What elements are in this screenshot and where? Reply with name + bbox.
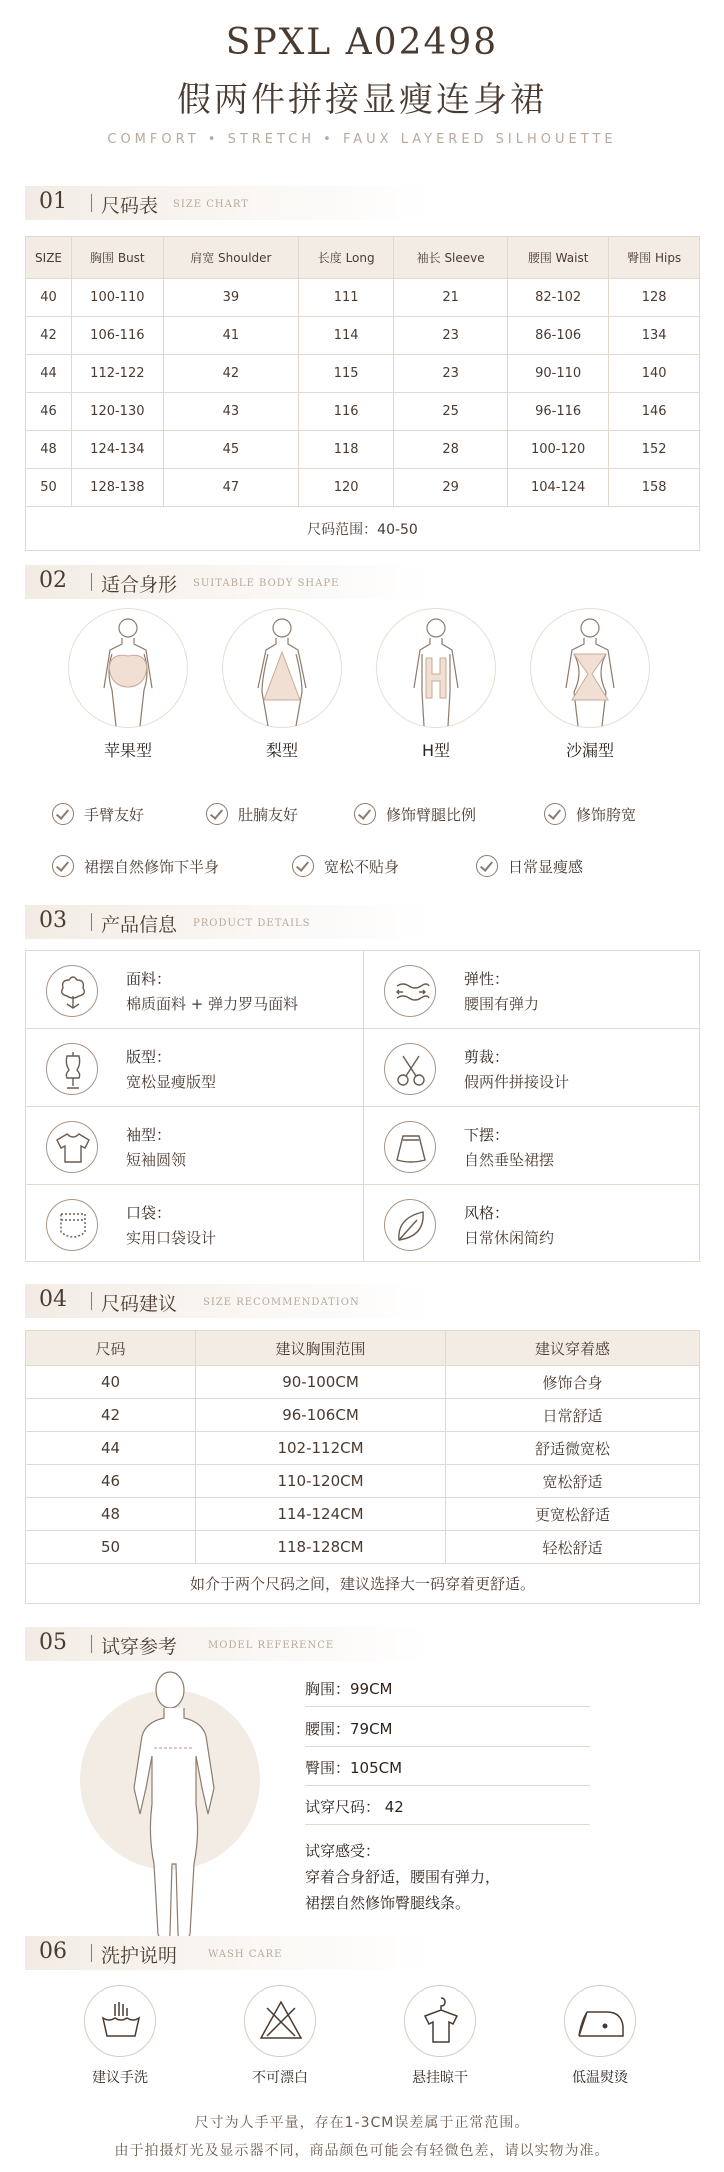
detail-fit (26, 1029, 363, 1107)
hand-wash-icon (84, 1985, 156, 2057)
h-shape-icon (376, 608, 496, 728)
table-cell: 120-130 (72, 393, 164, 431)
table-cell: 50 (26, 469, 72, 507)
table-row (26, 469, 700, 507)
table-cell: 40 (26, 279, 72, 317)
feature-text: 宽松不贴身 (324, 857, 400, 876)
section-title: 洗护说明 (101, 1945, 178, 1967)
detail-value: 宽松显瘦版型 (126, 1073, 217, 1091)
section-header-product-details (25, 905, 700, 939)
col-header-bust: 胸围 Bust (72, 237, 164, 279)
check-icon (52, 855, 74, 877)
scissors-icon (384, 1043, 436, 1095)
table-cell: 25 (394, 393, 508, 431)
no-bleach-icon (244, 1985, 316, 2057)
detail-fabric (26, 951, 363, 1029)
feature-item (476, 853, 583, 879)
check-icon (292, 855, 314, 877)
care-no-bleach (225, 1985, 335, 2087)
table-cell: 90-100CM (196, 1366, 446, 1399)
detail-title: 口袋： (126, 1204, 172, 1222)
section-header-wash-care (25, 1936, 700, 1970)
section-title: 适合身形 (101, 574, 178, 596)
body-shape-label: 沙漏型 (565, 741, 614, 760)
model-feeling-title: 试穿感受： (305, 1842, 381, 1860)
table-row (26, 393, 700, 431)
body-shape-pear (222, 608, 342, 761)
table-cell: 96-116 (507, 393, 608, 431)
care-label: 不可漂白 (252, 2070, 308, 2086)
section-number: 04 (39, 1287, 67, 1312)
row-divider (305, 1746, 590, 1747)
table-cell: 120 (299, 469, 394, 507)
body-shape-label: 苹果型 (103, 741, 152, 760)
row-divider (305, 1824, 590, 1825)
section-number: 01 (39, 189, 67, 214)
table-cell: 修饰合身 (446, 1366, 700, 1399)
footer-note: 由于拍摄灯光及显示器不同，商品颜色可能会有轻微色差，请以实物为准。 (114, 2143, 610, 2159)
model-size: 试穿尺码： 42 (305, 1798, 404, 1816)
check-icon (476, 855, 498, 877)
section-subtitle: SIZE RECOMMENDATION (203, 1297, 360, 1308)
table-cell: 23 (394, 355, 508, 393)
table-cell: 124-134 (72, 431, 164, 469)
table-cell: 114 (299, 317, 394, 355)
col-header-hips: 臀围 Hips (609, 237, 700, 279)
table-cell: 106-116 (72, 317, 164, 355)
body-shape-hourglass (530, 608, 650, 761)
table-header-row (26, 237, 700, 279)
table-cell: 50 (26, 1531, 196, 1564)
model-number: SPXL A02498 (225, 22, 499, 63)
table-cell: 116 (299, 393, 394, 431)
section-subtitle: WASH CARE (208, 1949, 283, 1960)
size-range: 尺码范围：40-50 (26, 507, 700, 551)
check-icon (52, 803, 74, 825)
care-hang-dry (385, 1985, 495, 2087)
table-row (26, 1366, 700, 1399)
table-cell: 40 (26, 1366, 196, 1399)
table-cell: 48 (26, 431, 72, 469)
table-cell: 轻松舒适 (446, 1531, 700, 1564)
col-header-shoulder: 肩宽 Shoulder (163, 237, 298, 279)
table-row (26, 1465, 700, 1498)
detail-value: 自然垂坠裙摆 (464, 1151, 555, 1169)
detail-style (364, 1185, 701, 1263)
care-label: 悬挂晾干 (412, 2070, 468, 2086)
table-cell: 21 (394, 279, 508, 317)
stretch-icon (384, 965, 436, 1017)
product-details-grid (25, 950, 700, 1262)
detail-title: 袖型： (126, 1126, 172, 1144)
body-shape-apple (68, 608, 188, 761)
table-cell: 宽松舒适 (446, 1465, 700, 1498)
table-cell: 128-138 (72, 469, 164, 507)
section-divider (91, 1944, 92, 1962)
feature-item (52, 853, 219, 879)
col-header-waist: 腰围 Waist (507, 237, 608, 279)
detail-pocket (26, 1185, 363, 1263)
section-divider (91, 573, 92, 591)
section-header-size-recommendation (25, 1284, 700, 1318)
col-header-size: 尺码 (26, 1331, 196, 1366)
table-cell: 146 (609, 393, 700, 431)
col-header-size: SIZE (26, 237, 72, 279)
section-subtitle: SUITABLE BODY SHAPE (193, 578, 340, 589)
detail-value: 腰围有弹力 (464, 995, 540, 1013)
table-cell: 90-110 (507, 355, 608, 393)
table-cell: 42 (26, 1399, 196, 1432)
table-cell: 110-120CM (196, 1465, 446, 1498)
table-cell: 102-112CM (196, 1432, 446, 1465)
care-label: 建议手洗 (92, 2070, 148, 2086)
col-header-long: 长度 Long (299, 237, 394, 279)
col-header-feel: 建议穿着感 (446, 1331, 700, 1366)
care-hand-wash (65, 1985, 175, 2087)
table-cell: 104-124 (507, 469, 608, 507)
detail-title: 面料： (126, 970, 172, 988)
table-cell: 100-120 (507, 431, 608, 469)
detail-title: 版型： (126, 1048, 172, 1066)
care-low-iron (545, 1985, 655, 2087)
feature-item (354, 801, 476, 827)
table-row (26, 1432, 700, 1465)
body-shape-label: H型 (421, 741, 451, 760)
feature-item (52, 801, 144, 827)
table-cell: 48 (26, 1498, 196, 1531)
footer-note: 尺寸为人手平量，存在1-3CM误差属于正常范围。 (194, 2115, 530, 2131)
table-cell: 152 (609, 431, 700, 469)
table-cell: 140 (609, 355, 700, 393)
row-divider (305, 1785, 590, 1786)
detail-title: 剪裁： (464, 1048, 510, 1066)
check-icon (354, 803, 376, 825)
table-row (26, 355, 700, 393)
detail-cut (364, 1029, 701, 1107)
table-cell: 111 (299, 279, 394, 317)
feature-text: 日常显瘦感 (508, 857, 584, 876)
col-header-sleeve: 袖长 Sleeve (394, 237, 508, 279)
detail-value: 假两件拼接设计 (464, 1073, 570, 1091)
feature-text: 肚腩友好 (238, 805, 299, 824)
feature-item (206, 801, 298, 827)
table-header-row (26, 1331, 700, 1366)
section-divider (91, 913, 92, 931)
table-row (26, 1498, 700, 1531)
mannequin-icon (46, 1043, 98, 1095)
table-cell: 42 (163, 355, 298, 393)
size-chart-table (25, 236, 700, 551)
table-cell: 45 (163, 431, 298, 469)
table-row (26, 1531, 700, 1564)
detail-value: 棉质面料 + 弹力罗马面料 (126, 995, 299, 1013)
table-cell: 114-124CM (196, 1498, 446, 1531)
low-iron-icon (564, 1985, 636, 2057)
section-header-body-shape (25, 565, 700, 599)
section-divider (91, 1292, 92, 1310)
table-cell: 23 (394, 317, 508, 355)
section-subtitle: PRODUCT DETAILS (193, 918, 311, 929)
detail-hem (364, 1107, 701, 1185)
leaf-icon (384, 1199, 436, 1251)
model-feeling-line: 裙摆自然修饰臀腿线条。 (305, 1894, 471, 1912)
section-header-size-chart (25, 186, 700, 220)
col-header-bust-range: 建议胸围范围 (196, 1331, 446, 1366)
feature-text: 手臂友好 (84, 805, 145, 824)
check-icon (544, 803, 566, 825)
tagline: COMFORT • STRETCH • FAUX LAYERED SILHOUETTE (107, 132, 617, 147)
section-title: 尺码表 (101, 195, 159, 217)
table-cell: 134 (609, 317, 700, 355)
feature-text: 修饰臂腿比例 (386, 805, 477, 824)
care-label: 低温熨烫 (572, 2070, 628, 2086)
detail-stretch (364, 951, 701, 1029)
section-divider (91, 194, 92, 212)
table-cell: 118-128CM (196, 1531, 446, 1564)
feature-item (544, 801, 636, 827)
section-number: 05 (39, 1630, 67, 1655)
table-cell: 96-106CM (196, 1399, 446, 1432)
detail-sleeve (26, 1107, 363, 1185)
table-cell: 28 (394, 431, 508, 469)
table-cell: 115 (299, 355, 394, 393)
feature-text: 裙摆自然修饰下半身 (84, 857, 220, 876)
size-recommendation-table (25, 1330, 700, 1604)
size-range-row (26, 507, 700, 551)
section-title: 尺码建议 (101, 1293, 178, 1315)
body-shape-h (376, 608, 496, 761)
detail-title: 下摆： (464, 1126, 510, 1144)
tshirt-icon (46, 1121, 98, 1173)
section-number: 02 (39, 568, 67, 593)
model-waist: 腰围：79CM (305, 1720, 393, 1738)
table-cell: 29 (394, 469, 508, 507)
detail-value: 日常休闲简约 (464, 1229, 555, 1247)
table-cell: 44 (26, 355, 72, 393)
check-icon (206, 803, 228, 825)
pocket-icon (46, 1199, 98, 1251)
detail-value: 短袖圆领 (126, 1151, 187, 1169)
page-header (0, 0, 724, 180)
table-row (26, 431, 700, 469)
table-cell: 43 (163, 393, 298, 431)
table-cell: 44 (26, 1432, 196, 1465)
table-cell: 128 (609, 279, 700, 317)
page-title: 假两件拼接显瘦连身裙 (177, 80, 547, 120)
table-cell: 100-110 (72, 279, 164, 317)
table-cell: 118 (299, 431, 394, 469)
table-cell: 82-102 (507, 279, 608, 317)
detail-title: 弹性： (464, 970, 510, 988)
hourglass-shape-icon (530, 608, 650, 728)
section-divider (91, 1635, 92, 1653)
table-row (26, 279, 700, 317)
recommendation-note-row (26, 1564, 700, 1604)
table-cell: 46 (26, 1465, 196, 1498)
table-cell: 日常舒适 (446, 1399, 700, 1432)
cotton-icon (46, 965, 98, 1017)
model-figure-icon (110, 1664, 270, 1964)
table-cell: 39 (163, 279, 298, 317)
hang-dry-icon (404, 1985, 476, 2057)
skirt-icon (384, 1121, 436, 1173)
table-cell: 112-122 (72, 355, 164, 393)
table-cell: 46 (26, 393, 72, 431)
model-bust: 胸围：99CM (305, 1680, 393, 1698)
table-cell: 42 (26, 317, 72, 355)
body-shape-label: 梨型 (265, 741, 298, 760)
table-row (26, 317, 700, 355)
feature-item (292, 853, 399, 879)
detail-value: 实用口袋设计 (126, 1229, 217, 1247)
table-cell: 47 (163, 469, 298, 507)
model-hips: 臀围：105CM (305, 1759, 403, 1777)
section-number: 06 (39, 1939, 67, 1964)
section-title: 产品信息 (101, 914, 178, 936)
table-cell: 舒适微宽松 (446, 1432, 700, 1465)
feature-text: 修饰胯宽 (576, 805, 637, 824)
row-divider (305, 1706, 590, 1707)
pear-shape-icon (222, 608, 342, 728)
section-subtitle: MODEL REFERENCE (208, 1640, 335, 1651)
apple-shape-icon (68, 608, 188, 728)
recommendation-note: 如介于两个尺码之间，建议选择大一码穿着更舒适。 (26, 1564, 700, 1604)
section-header-model-reference (25, 1627, 700, 1661)
table-row (26, 1399, 700, 1432)
section-subtitle: SIZE CHART (173, 199, 249, 210)
detail-title: 风格： (464, 1204, 510, 1222)
table-cell: 更宽松舒适 (446, 1498, 700, 1531)
table-cell: 158 (609, 469, 700, 507)
table-cell: 41 (163, 317, 298, 355)
section-number: 03 (39, 908, 67, 933)
section-title: 试穿参考 (101, 1636, 178, 1658)
table-cell: 86-106 (507, 317, 608, 355)
model-feeling-line: 穿着合身舒适，腰围有弹力， (305, 1868, 501, 1886)
